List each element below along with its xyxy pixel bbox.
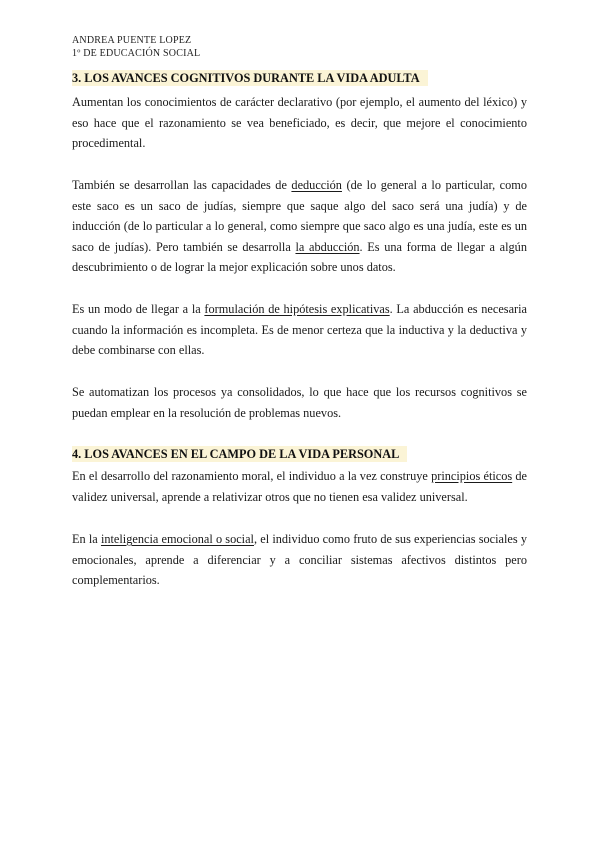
author-name: ANDREA PUENTE LOPEZ <box>72 35 192 46</box>
document-header <box>72 34 200 60</box>
section-3-paragraph-2 <box>72 175 527 278</box>
section-3-paragraph-3 <box>72 299 527 361</box>
paragraph-text: . Es una forma de llegar a algún descubrimiento o de lograr la mejor explicación sobre unos datos. <box>72 239 527 274</box>
paragraph-text: de validez universal, aprende a relativizar otros que no tienen esa validez universal. <box>72 469 527 504</box>
term-principios-eticos: principios éticos <box>431 469 513 483</box>
term-inteligencia-emocional: inteligencia emocional o social <box>100 532 254 546</box>
term-hipotesis: formulación de hipótesis explicativas <box>204 302 390 316</box>
paragraph-text: , el individuo como fruto de sus experiencias sociales y emocionales, aprende a diferenciar y a conciliar sistemas afectivos distintos pero complementarios. <box>72 532 527 587</box>
section-3-paragraph-1: Aumentan los conocimientos de carácter declarativo (por ejemplo, el aumento del léxico) y eso hace que el razonamiento se vea beneficiado, es decir, que mejore el conocimiento procedimental. <box>72 95 527 150</box>
paragraph-text: (de lo general a lo particular, como este saco es un saco de judías, siempre que saque algo del saco será una judía) y de inducción (de lo particular a lo general, como siempre que saco algo es una judía, este es un saco de judías). Pero también se desarrolla <box>72 178 527 254</box>
paragraph-text: Es un modo de llegar a la <box>72 302 205 316</box>
paragraph-text: En el desarrollo del razonamiento moral, el individuo a la vez construye <box>72 469 432 483</box>
section-4-heading: 4. LOS AVANCES EN EL CAMPO DE LA VIDA PERSONAL <box>72 446 407 462</box>
paragraph-text: También se desarrollan las capacidades de <box>72 178 292 192</box>
term-abduccion: la abducción <box>295 239 360 254</box>
section-3-paragraph-4: Se automatizan los procesos ya consolidados, lo que hace que los recursos cognitivos se puedan emplear en la resolución de problemas nuevos. <box>72 385 527 420</box>
paragraph-text: . La abducción es necesaria cuando la información es incompleta. Es de menor certeza que la inductiva y la deductiva y debe combinarse con ellas. <box>72 302 527 357</box>
course-name: 1º DE EDUCACIÓN SOCIAL <box>72 48 201 59</box>
section-4-paragraph-2 <box>72 529 527 591</box>
paragraph-text: En la <box>72 532 101 546</box>
section-4-paragraph-1 <box>72 466 527 507</box>
section-3-heading: 3. LOS AVANCES COGNITIVOS DURANTE LA VIDA ADULTA <box>72 70 428 86</box>
term-deduccion: deducción <box>291 178 342 192</box>
